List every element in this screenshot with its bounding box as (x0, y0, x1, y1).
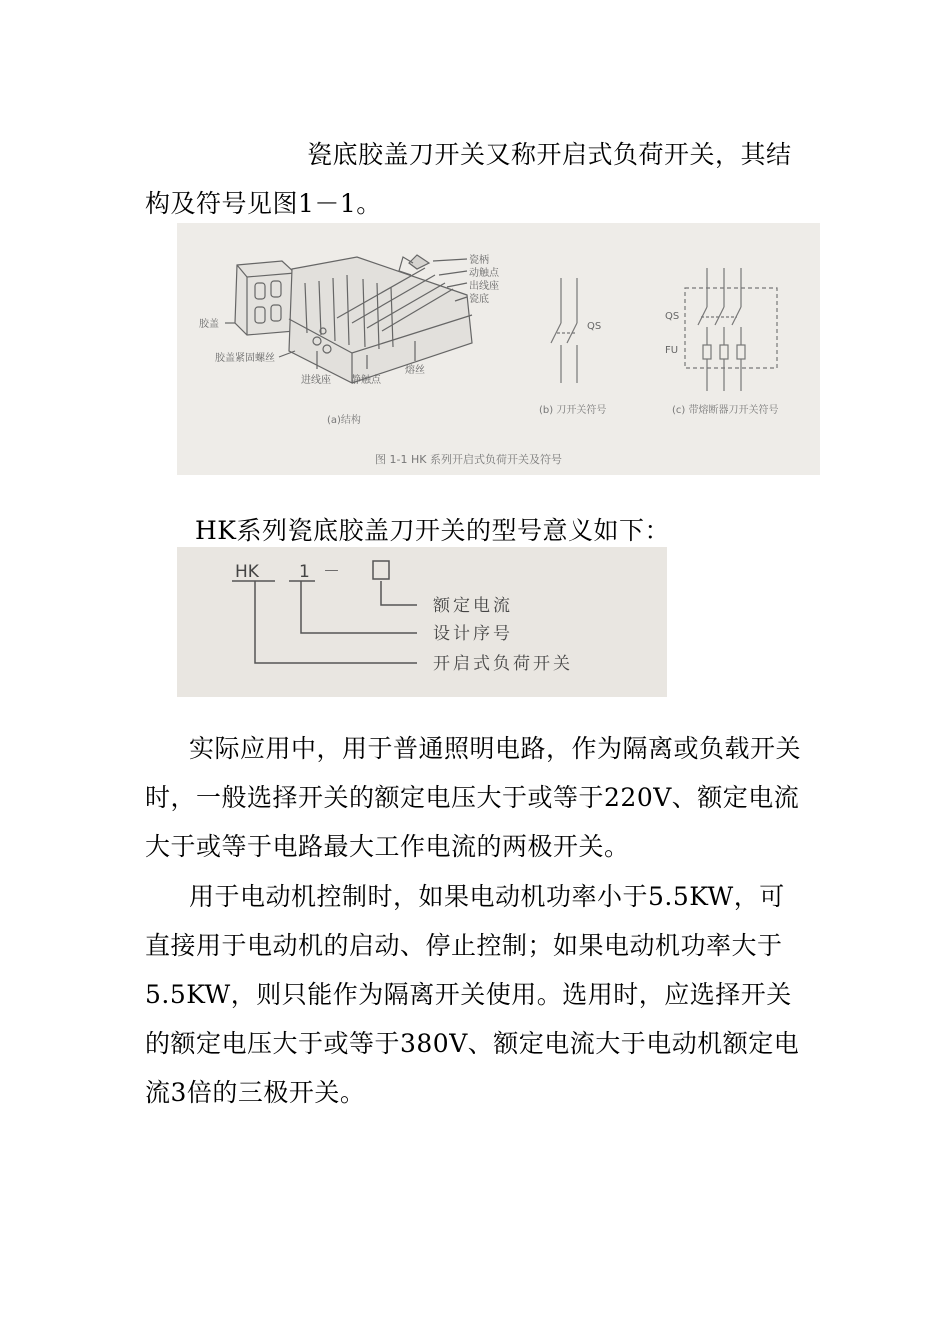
fu-label-c: FU (665, 345, 679, 356)
fused-switch-symbol (685, 268, 777, 391)
subcaption-b: (b) 刀开关符号 (539, 405, 607, 416)
motor-usage-paragraph: 用于电动机控制时，如果电动机功率小于5.5KW，可直接用于电动机的启动、停止控制；如果电动机功率大于5.5KW，则只能作为隔离开关使用。选用时，应选择开关的额定电压大于或等于380V、额定电流大于电动机额定电流3倍的三极开关。 (145, 882, 800, 1107)
label-handle: 瓷柄 (469, 255, 489, 266)
model-intro-paragraph: HK系列瓷底胶盖刀开关的型号意义如下： (195, 516, 670, 545)
label-outlet-seat: 出线座 (469, 281, 499, 292)
label-inlet-seat: 进线座 (301, 375, 331, 386)
label-switch-type: 开启式负荷开关 (433, 654, 573, 674)
label-static-contact: 静触点 (351, 375, 381, 386)
label-fuse: 熔丝 (405, 365, 425, 376)
code-dash: － (323, 562, 340, 582)
model-designation-figure (177, 547, 667, 697)
qs-label-c: QS (665, 311, 680, 322)
label-cover-screw: 胶盖紧固螺丝 (215, 353, 275, 364)
lighting-usage-paragraph: 实际应用中，用于普通照明电路，作为隔离或负载开关时，一般选择开关的额定电压大于或等于220V、额定电流大于或等于电路最大工作电流的两极开关。 (145, 734, 802, 861)
label-design-number: 设计序号 (433, 624, 513, 644)
code-hk: HK (235, 562, 259, 582)
label-porcelain-base: 瓷底 (469, 294, 489, 305)
figure-1-1 (177, 223, 820, 475)
intro-paragraph: 瓷底胶盖刀开关又称开启式负荷开关，其结构及符号见图1－1。 (145, 140, 792, 218)
figure-caption: 图 1-1 HK 系列开启式负荷开关及符号 (375, 453, 562, 466)
knife-switch-symbol (551, 278, 577, 383)
qs-label-b: QS (587, 321, 602, 332)
subcaption-a: (a)结构 (327, 415, 361, 426)
label-rated-current: 额定电流 (433, 596, 513, 616)
label-cover: 胶盖 (199, 319, 219, 330)
subcaption-c: (c) 带熔断器刀开关符号 (672, 405, 779, 416)
code-series: 1 (299, 562, 310, 582)
label-moving-contact: 动触点 (469, 268, 499, 279)
